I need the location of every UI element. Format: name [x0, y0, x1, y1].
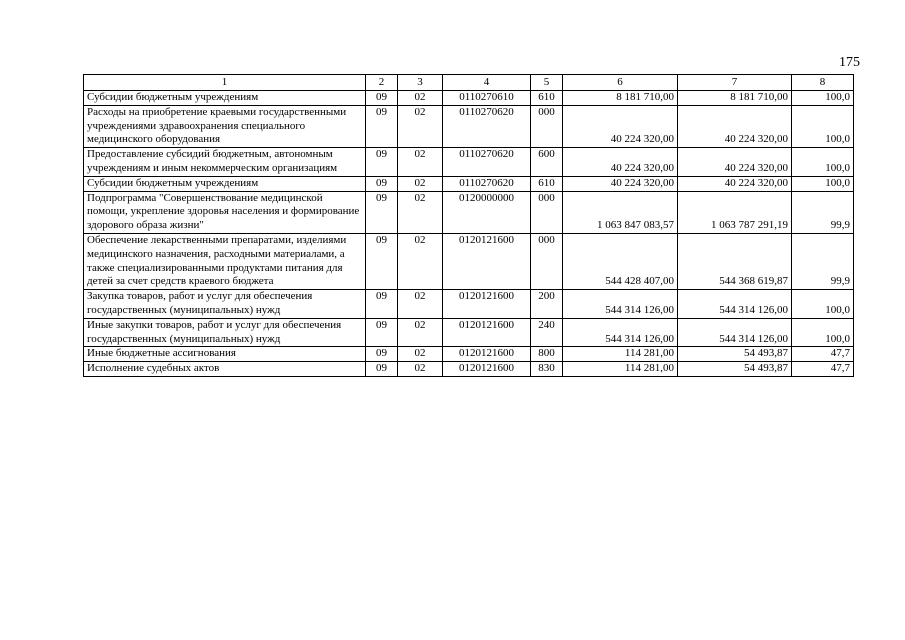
- execution-percent: 100,0: [792, 91, 854, 106]
- execution-percent: 99,9: [792, 191, 854, 233]
- expense-type-code: 600: [531, 148, 563, 177]
- approved-amount: 1 063 847 083,57: [563, 191, 678, 233]
- executed-amount: 40 224 320,00: [678, 148, 792, 177]
- subsection-code: 02: [398, 148, 443, 177]
- approved-amount: 40 224 320,00: [563, 105, 678, 147]
- table-row: [84, 290, 854, 319]
- column-header: 8: [792, 75, 854, 91]
- subsection-code: 02: [398, 191, 443, 233]
- column-header: 1: [84, 75, 366, 91]
- target-article-code: 0110270620: [443, 105, 531, 147]
- approved-amount: 40 224 320,00: [563, 176, 678, 191]
- budget-table: [83, 74, 854, 377]
- column-header: 4: [443, 75, 531, 91]
- table-row: [84, 91, 854, 106]
- page-number: 175: [839, 55, 860, 70]
- item-name: Иные закупки товаров, работ и услуг для обеспечения государственных (муниципальных) нужд: [84, 318, 366, 347]
- item-name: Субсидии бюджетным учреждениям: [84, 91, 366, 106]
- executed-amount: 544 368 619,87: [678, 233, 792, 289]
- subsection-code: 02: [398, 176, 443, 191]
- table-row: [84, 176, 854, 191]
- execution-percent: 99,9: [792, 233, 854, 289]
- executed-amount: 1 063 787 291,19: [678, 191, 792, 233]
- item-name: Обеспечение лекарственными препаратами, изделиями медицинского назначения, расходными материалами, а также специализированными продуктами питания для детей за счет средств краевого бюджета: [84, 233, 366, 289]
- item-name: Исполнение судебных актов: [84, 362, 366, 377]
- execution-percent: 100,0: [792, 176, 854, 191]
- section-code: 09: [366, 347, 398, 362]
- approved-amount: 114 281,00: [563, 362, 678, 377]
- section-code: 09: [366, 91, 398, 106]
- item-name: Предоставление субсидий бюджетным, автономным учреждениям и иным некоммерческим организациям: [84, 148, 366, 177]
- section-code: 09: [366, 176, 398, 191]
- target-article-code: 0120121600: [443, 290, 531, 319]
- table-row: [84, 191, 854, 233]
- subsection-code: 02: [398, 91, 443, 106]
- executed-amount: 544 314 126,00: [678, 318, 792, 347]
- expense-type-code: 610: [531, 176, 563, 191]
- item-name: Субсидии бюджетным учреждениям: [84, 176, 366, 191]
- executed-amount: 40 224 320,00: [678, 105, 792, 147]
- target-article-code: 0110270620: [443, 176, 531, 191]
- section-code: 09: [366, 191, 398, 233]
- expense-type-code: 830: [531, 362, 563, 377]
- subsection-code: 02: [398, 105, 443, 147]
- target-article-code: 0120000000: [443, 191, 531, 233]
- subsection-code: 02: [398, 362, 443, 377]
- item-name: Подпрограмма "Совершенствование медицинской помощи, укрепление здоровья населения и формирование здорового образа жизни": [84, 191, 366, 233]
- expense-type-code: 000: [531, 233, 563, 289]
- executed-amount: 54 493,87: [678, 362, 792, 377]
- table-body: [84, 91, 854, 377]
- expense-type-code: 610: [531, 91, 563, 106]
- approved-amount: 114 281,00: [563, 347, 678, 362]
- execution-percent: 47,7: [792, 347, 854, 362]
- executed-amount: 544 314 126,00: [678, 290, 792, 319]
- execution-percent: 100,0: [792, 105, 854, 147]
- executed-amount: 54 493,87: [678, 347, 792, 362]
- table-row: [84, 148, 854, 177]
- execution-percent: 100,0: [792, 148, 854, 177]
- section-code: 09: [366, 362, 398, 377]
- target-article-code: 0120121600: [443, 318, 531, 347]
- column-header: 5: [531, 75, 563, 91]
- target-article-code: 0120121600: [443, 362, 531, 377]
- execution-percent: 100,0: [792, 290, 854, 319]
- approved-amount: 8 181 710,00: [563, 91, 678, 106]
- subsection-code: 02: [398, 318, 443, 347]
- executed-amount: 8 181 710,00: [678, 91, 792, 106]
- expense-type-code: 800: [531, 347, 563, 362]
- section-code: 09: [366, 233, 398, 289]
- subsection-code: 02: [398, 233, 443, 289]
- expense-type-code: 000: [531, 191, 563, 233]
- approved-amount: 544 428 407,00: [563, 233, 678, 289]
- executed-amount: 40 224 320,00: [678, 176, 792, 191]
- target-article-code: 0110270620: [443, 148, 531, 177]
- item-name: Иные бюджетные ассигнования: [84, 347, 366, 362]
- expense-type-code: 240: [531, 318, 563, 347]
- expense-type-code: 000: [531, 105, 563, 147]
- column-header: 7: [678, 75, 792, 91]
- item-name: Расходы на приобретение краевыми государственными учреждениями здравоохранения специального медицинского оборудования: [84, 105, 366, 147]
- target-article-code: 0120121600: [443, 233, 531, 289]
- header-row: [84, 75, 854, 91]
- target-article-code: 0110270610: [443, 91, 531, 106]
- column-header: 3: [398, 75, 443, 91]
- section-code: 09: [366, 105, 398, 147]
- table-row: [84, 233, 854, 289]
- table-row: [84, 318, 854, 347]
- section-code: 09: [366, 290, 398, 319]
- approved-amount: 40 224 320,00: [563, 148, 678, 177]
- approved-amount: 544 314 126,00: [563, 318, 678, 347]
- execution-percent: 100,0: [792, 318, 854, 347]
- table-row: [84, 105, 854, 147]
- subsection-code: 02: [398, 290, 443, 319]
- table-row: [84, 362, 854, 377]
- section-code: 09: [366, 148, 398, 177]
- table-row: [84, 347, 854, 362]
- column-header: 2: [366, 75, 398, 91]
- section-code: 09: [366, 318, 398, 347]
- item-name: Закупка товаров, работ и услуг для обеспечения государственных (муниципальных) нужд: [84, 290, 366, 319]
- approved-amount: 544 314 126,00: [563, 290, 678, 319]
- expense-type-code: 200: [531, 290, 563, 319]
- subsection-code: 02: [398, 347, 443, 362]
- column-header: 6: [563, 75, 678, 91]
- execution-percent: 47,7: [792, 362, 854, 377]
- target-article-code: 0120121600: [443, 347, 531, 362]
